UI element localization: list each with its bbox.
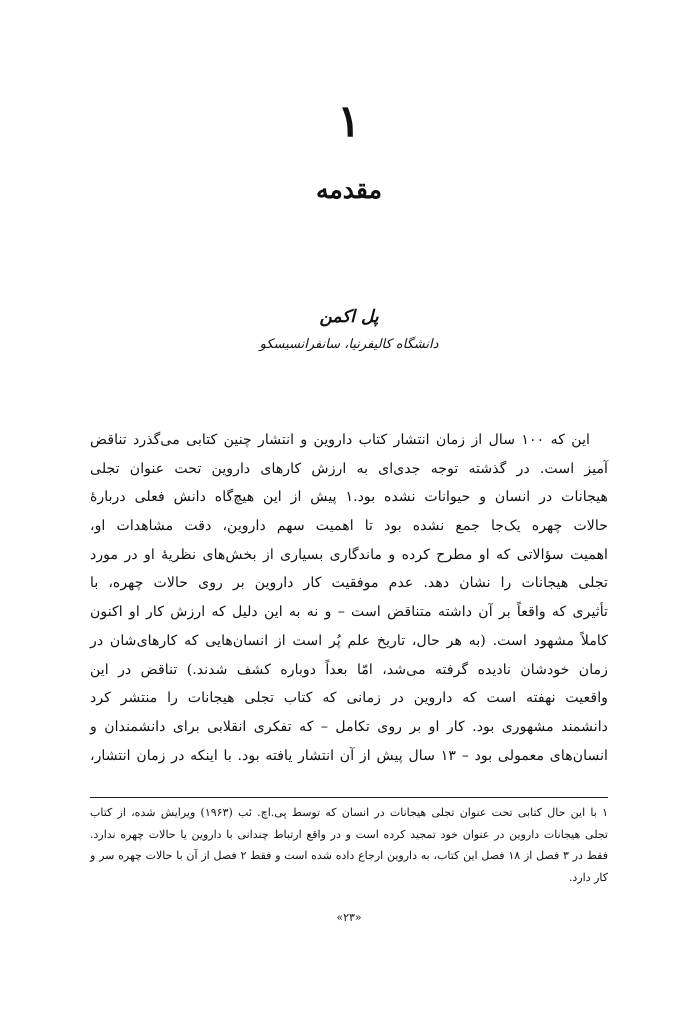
body-line: زمان خودشان نادیده گرفته می‌شد، امّا بعداً دوباره کشف شدند.) تناقض در این [90,661,608,678]
body-line: دانشمند مشهوری بود. کار او بر روی تکامل – که تفکری انقلابی برای دانشمندان و [90,718,608,735]
chapter-title: مقدمه [316,175,382,204]
page-number: «۲۳» [336,911,362,924]
author-block [0,302,698,358]
body-line: این که ۱۰۰ سال از زمان انتشار کتاب داروین و انتشار چنین کتابی می‌گذرد تناقض [90,432,590,448]
author-name: پل اکمن [319,307,379,327]
author-affiliation: دانشگاه کالیفرنیا، سانفرانسیسکو [259,337,439,352]
footnote-line: فقط در ۳ فصل از ۱۸ فصل این کتاب، به داروین ارجاع داده شده است و فقط ۲ فصل از آن با حالات چهره سر و [90,849,609,862]
body-line: انسان‌های معمولی بود – ۱۳ سال پیش از آن انتشار یافته بود. با اینکه در زمان انتشار، [90,747,608,764]
footnote-line: کار دارد. [568,870,608,884]
body-line: اهمیت سؤالاتی که او مطرح کرده و ماندگاری بسیاری از بخش‌های نظریهٔ او در مورد [90,546,608,563]
body-line: کاملاً مشهود است. (به هر حال، تاریخ علم پُر است از انسان‌هایی که کارهای‌شان در [90,632,608,649]
body-line: تأثیری که واقعاً بر آن داشته متناقض است – و نه به این دلیل که ارزش کار او اکنون [90,604,608,621]
body-line: آمیز است. در گذشته توجه جدی‌ای به ارزش کارهای داروین تحت عنوان تجلی [90,460,608,477]
chapter-number: ۱ [337,96,361,147]
body-paragraph [90,426,608,770]
footnote-line: تجلی هیجانات داروین در عنوان خود تمجید کرده است و در واقع ارتباط چندانی با داروین یا حالات چهره ندارد. [90,827,608,841]
footnote-divider [90,797,608,798]
footnotes [90,802,608,888]
body-line: حالات چهره یک‌جا جمع نشده بود تا اهمیت سهم داروین، دقت مشاهدات او، [90,518,608,535]
body-line: واقعیت نهفته است که داروین در زمانی که کتاب تجلی هیجانات را منتشر کرد [90,690,608,707]
footnote-line: ۱ با این حال کتابی تحت عنوان تجلی هیجانات در انسان که توسط پی.اچ. ئب (۱۹۶۳) ویرایش شده، از کتاب [90,806,608,819]
body-line: هیجانات در انسان و حیوانات نشده بود.۱ پیش از این هیچ‌گاه دانش فعلی دربارهٔ [90,489,608,506]
body-line: تجلی هیجانات را نشان دهد. عدم موفقیت کار داروین بر روی حالات چهره، با [90,575,608,592]
